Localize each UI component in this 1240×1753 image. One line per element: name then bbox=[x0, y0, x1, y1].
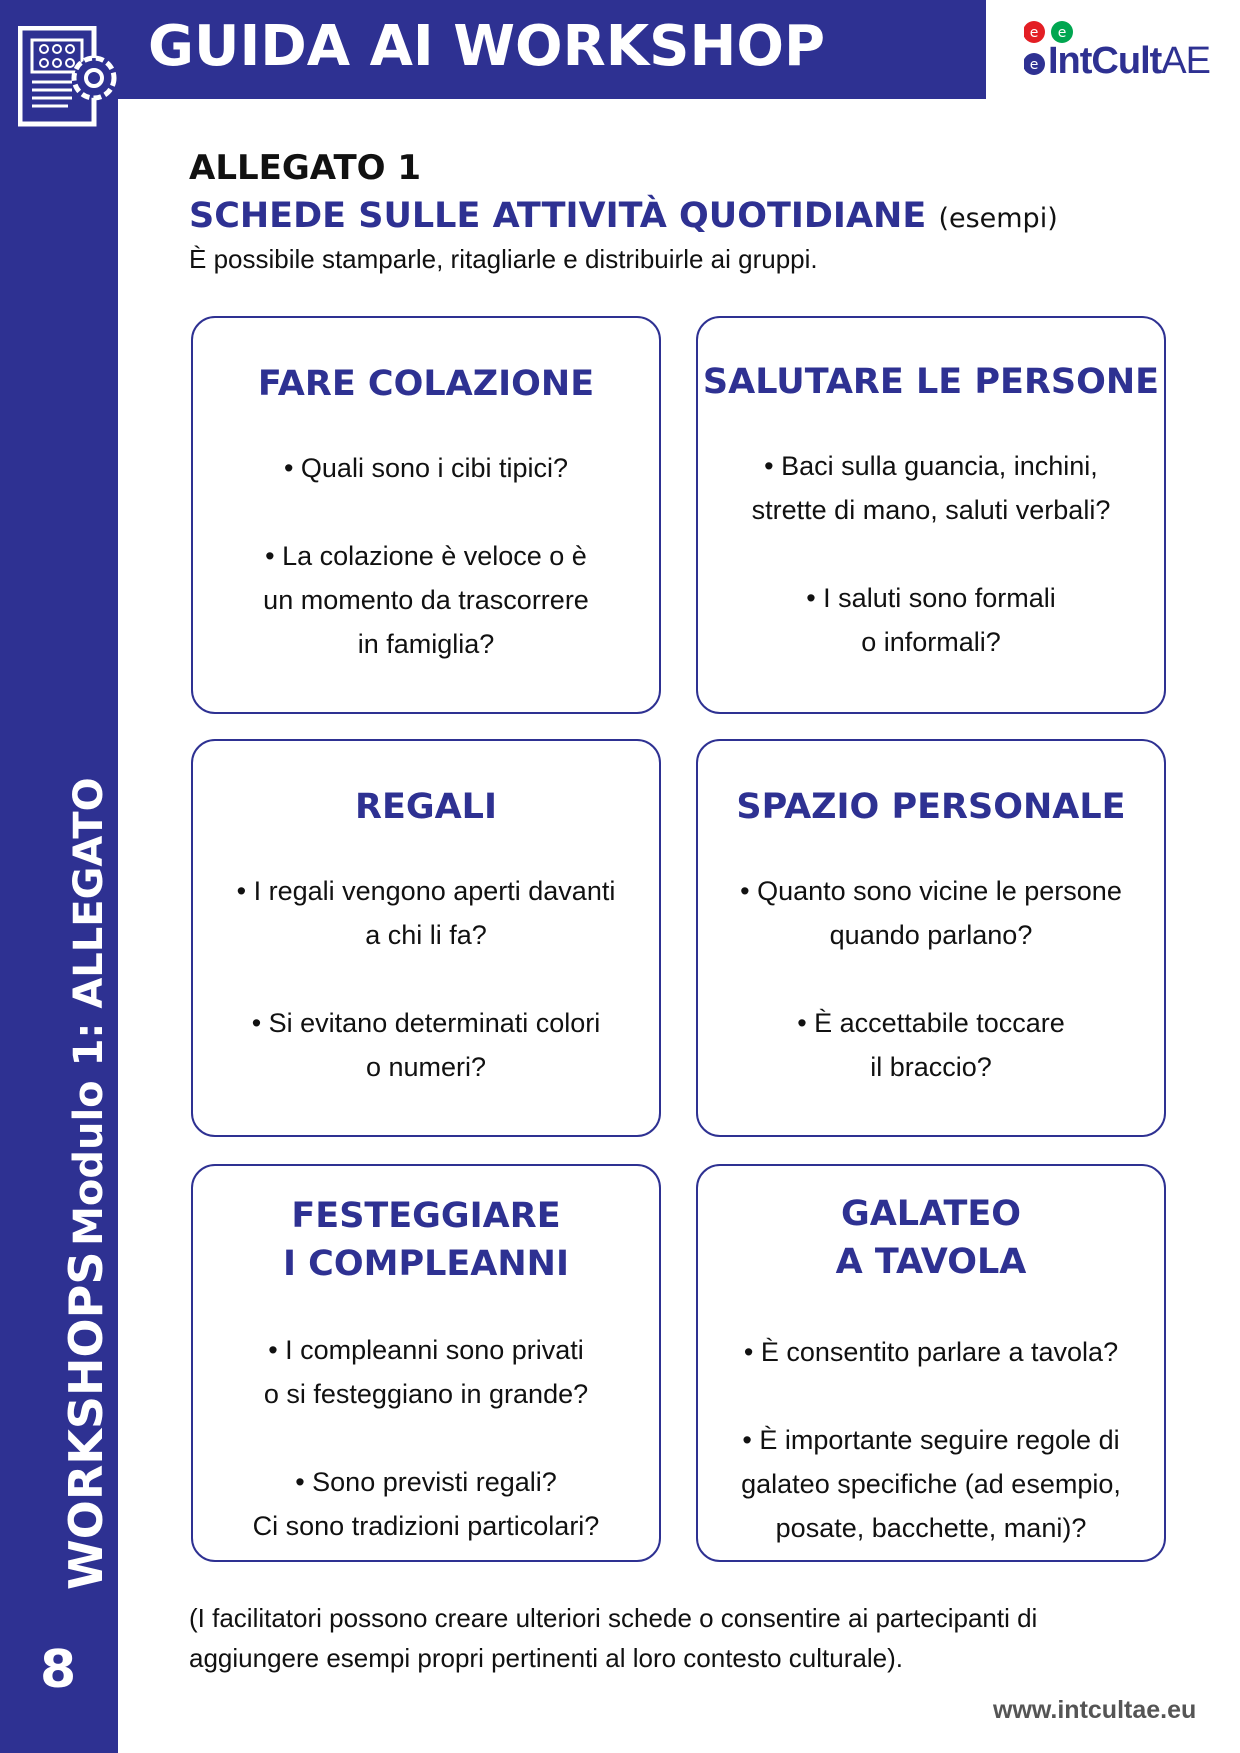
svg-text:e: e bbox=[1057, 25, 1067, 41]
card-bullet: • Quanto sono vicine le persone quando parlano? bbox=[740, 876, 1122, 950]
card-title: GALATEO A TAVOLA bbox=[835, 1194, 1027, 1282]
card-bullet: • Quali sono i cibi tipici? bbox=[283, 453, 569, 483]
sidebar-label-module: Modulo 1: ALLEGATO bbox=[66, 777, 112, 1246]
card-bullet: • È accettabile toccare il braccio? bbox=[797, 1008, 1065, 1082]
card-title: FARE COLAZIONE bbox=[257, 364, 595, 404]
annex-note: (esempi) bbox=[938, 203, 1058, 234]
sidebar-vertical-label bbox=[59, 777, 113, 1590]
svg-text:e: e bbox=[1029, 25, 1039, 41]
svg-text:e: e bbox=[1029, 57, 1039, 73]
sidebar-label-workshops: WORKSHOPS bbox=[59, 1251, 113, 1590]
card-bullet: • Baci sulla guancia, inchini, strette di mano, saluti verbali? bbox=[751, 451, 1111, 525]
card-bullet: • I compleanni sono privati o si festeggiano in grande? bbox=[263, 1335, 589, 1409]
logo-text-light: AE bbox=[1161, 40, 1210, 82]
document-gear-icon bbox=[18, 26, 122, 130]
page-header-title: GUIDA AI WORKSHOP bbox=[148, 14, 826, 79]
card-title: REGALI bbox=[355, 787, 497, 827]
website-link[interactable]: www.intcultae.eu bbox=[993, 1696, 1197, 1724]
document-header bbox=[189, 148, 1058, 275]
card-bullet: • I regali vengono aperti davanti a chi li fa? bbox=[236, 876, 616, 950]
annex-title-text: SCHEDE SULLE ATTIVITÀ QUOTIDIANE bbox=[189, 196, 927, 236]
card-title: SALUTARE LE PERSONE bbox=[702, 362, 1160, 402]
activity-card-birthdays bbox=[191, 1164, 661, 1562]
annex-label: ALLEGATO 1 bbox=[189, 148, 422, 188]
card-title: FESTEGGIARE I COMPLEANNI bbox=[282, 1196, 570, 1284]
card-title: SPAZIO PERSONALE bbox=[736, 787, 1126, 827]
card-bullet: • Si evitano determinati colori o numeri? bbox=[251, 1008, 601, 1082]
footer-note: (I facilitatori possono creare ulteriori schede o consentire ai partecipanti di aggiungere esempi propri pertinenti al loro contesto culturale). bbox=[189, 1603, 1038, 1673]
card-bullet: • La colazione è veloce o è un momento da trascorrere in famiglia? bbox=[263, 541, 589, 659]
card-bullet: • È consentito parlare a tavola? bbox=[743, 1337, 1119, 1367]
card-bullet: • Sono previsti regali? Ci sono tradizioni particolari? bbox=[252, 1467, 600, 1541]
logo-text-bold: IntCult bbox=[1048, 40, 1162, 82]
logo-text bbox=[1048, 40, 1210, 83]
activity-card-greeting bbox=[696, 316, 1166, 714]
activity-card-breakfast bbox=[191, 316, 661, 714]
card-bullet: • I saluti sono formali o informali? bbox=[806, 583, 1056, 657]
activity-card-table-manners bbox=[696, 1164, 1166, 1562]
activity-card-gifts bbox=[191, 739, 661, 1137]
activity-card-personal-space bbox=[696, 739, 1166, 1137]
page-number: 8 bbox=[40, 1640, 77, 1700]
card-bullet: • È importante seguire regole di galateo specifiche (ad esempio, posate, bacchette, mani)? bbox=[741, 1425, 1121, 1543]
intro-text: È possibile stamparle, ritagliarle e distribuirle ai gruppi. bbox=[189, 244, 818, 274]
annex-title bbox=[189, 196, 1058, 236]
